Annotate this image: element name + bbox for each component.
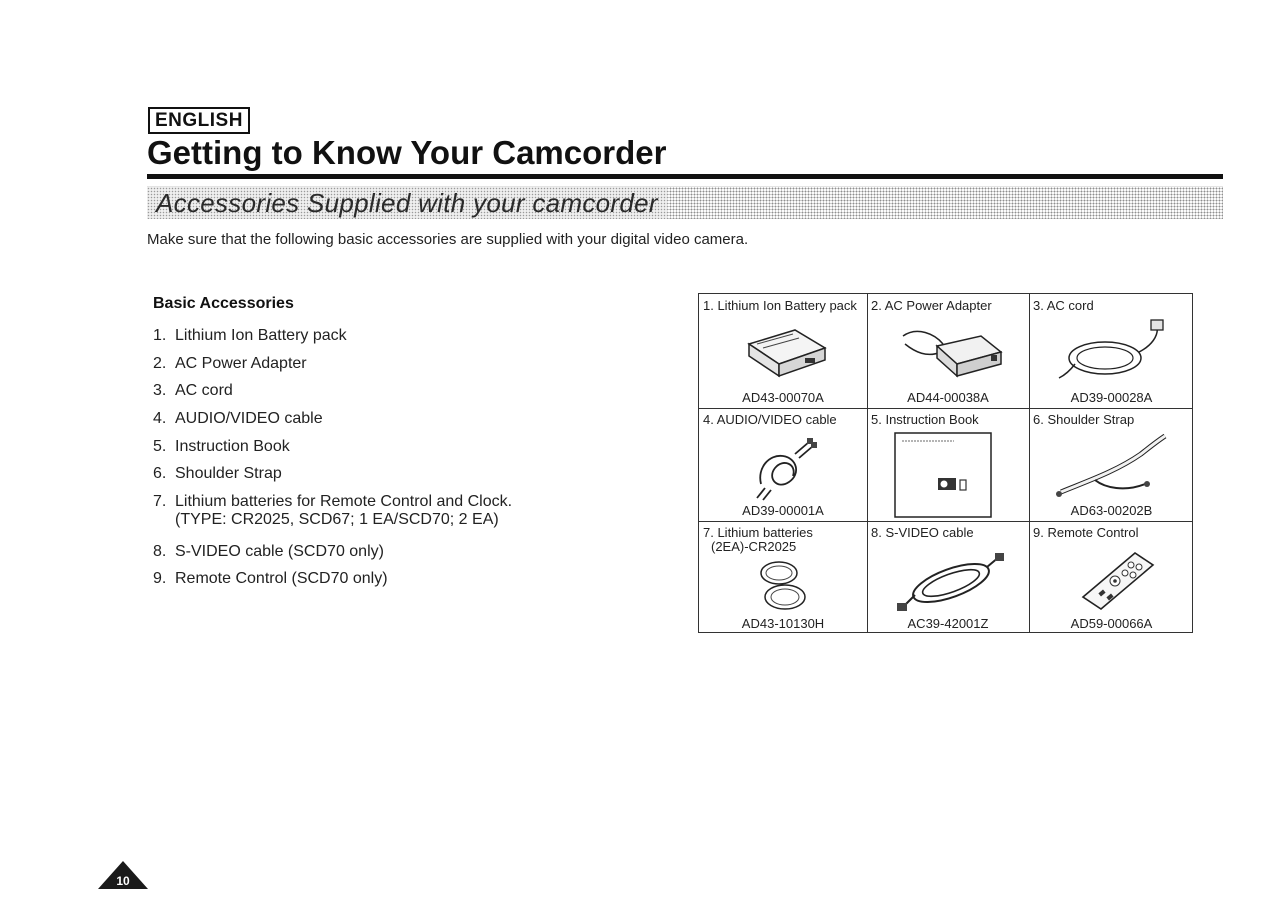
coin-battery-icon bbox=[755, 557, 811, 615]
grid-cell-coin-batteries: 7. Lithium batteries (2EA)-CR2025 AD43-10130H bbox=[703, 525, 825, 631]
list-item: 1. Lithium Ion Battery pack bbox=[153, 327, 347, 344]
battery-pack-icon bbox=[743, 324, 829, 382]
list-item: 2. AC Power Adapter bbox=[153, 355, 307, 372]
list-item: 3. AC cord bbox=[153, 382, 233, 399]
page-number-badge bbox=[97, 860, 149, 890]
grid-cell-instruction-book: 5. Instruction Book bbox=[867, 408, 1029, 521]
av-cable-icon bbox=[751, 434, 821, 502]
language-badge: ENGLISH bbox=[148, 107, 250, 134]
list-item: 8. S-VIDEO cable (SCD70 only) bbox=[153, 543, 384, 560]
accessory-grid bbox=[698, 293, 1193, 633]
instruction-book-icon bbox=[894, 432, 992, 518]
grid-cell-s-video-cable: 8. S-VIDEO cable AC39-42001Z bbox=[867, 521, 1029, 634]
list-item: 4. AUDIO/VIDEO cable bbox=[153, 410, 323, 427]
grid-cell-power-adapter: 2. AC Power Adapter AD44-00038A bbox=[867, 294, 1029, 408]
shoulder-strap-icon bbox=[1055, 432, 1175, 502]
grid-cell-shoulder-strap: 6. Shoulder Strap AD63-00202B bbox=[1029, 408, 1194, 521]
page-title: Getting to Know Your Camcorder bbox=[147, 134, 667, 171]
section-title: Accessories Supplied with your camcorder bbox=[147, 187, 668, 219]
s-video-cable-icon bbox=[895, 553, 1005, 615]
list-item: 9. Remote Control (SCD70 only) bbox=[153, 570, 388, 587]
section-banner bbox=[147, 186, 1223, 219]
grid-cell-av-cable: 4. AUDIO/VIDEO cable AD39-00001A bbox=[703, 412, 837, 518]
intro-text: Make sure that the following basic accessories are supplied with your digital video camera. bbox=[147, 231, 749, 248]
grid-cell-battery-pack: 1. Lithium Ion Battery pack AD43-00070A bbox=[703, 298, 857, 405]
ac-cord-icon bbox=[1055, 318, 1171, 384]
list-item: 6. Shoulder Strap bbox=[153, 465, 282, 482]
title-rule bbox=[147, 174, 1223, 179]
grid-cell-remote-control: 9. Remote Control AD59-00066A bbox=[1029, 521, 1194, 634]
basic-accessories-heading: Basic Accessories bbox=[153, 295, 294, 312]
power-adapter-icon bbox=[897, 322, 1007, 384]
remote-control-icon bbox=[1069, 547, 1159, 615]
list-item: 5. Instruction Book bbox=[153, 438, 290, 455]
grid-cell-ac-cord: 3. AC cord AD39-00028A bbox=[1029, 294, 1194, 408]
list-item: 7. Lithium batteries for Remote Control and Clock. (TYPE: CR2025, SCD67; 1 EA/SCD70; 2 EA) bbox=[153, 493, 513, 528]
page-number: 10 bbox=[116, 874, 130, 888]
